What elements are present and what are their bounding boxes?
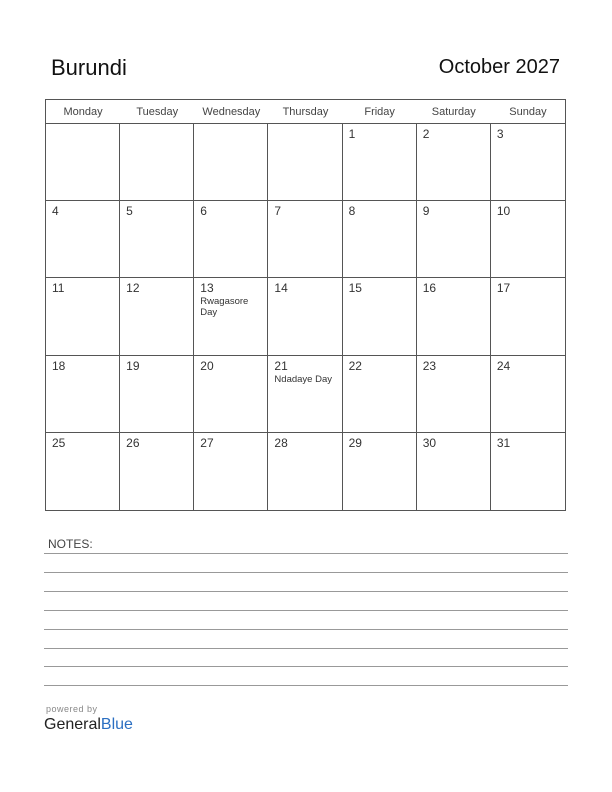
weekday-header-saturday: Saturday	[417, 100, 491, 124]
day-number: 22	[348, 358, 362, 373]
day-number: 18	[52, 358, 66, 373]
month-title: October 2027	[438, 56, 560, 78]
day-number: 11	[52, 281, 65, 296]
day-number: 17	[496, 281, 511, 296]
day-cell[interactable]	[491, 433, 565, 510]
notes-line	[44, 572, 568, 573]
day-cell[interactable]	[120, 278, 194, 355]
day-number: 6	[200, 204, 207, 219]
notes-line	[44, 591, 568, 592]
day-number: 29	[348, 435, 362, 450]
notes-label: NOTES:	[48, 537, 93, 551]
brand-blue: Blue	[100, 716, 133, 733]
day-number: 19	[126, 358, 140, 373]
day-cell[interactable]	[46, 356, 120, 433]
notes-line	[44, 685, 568, 686]
day-number: 24	[496, 358, 511, 373]
day-number: 13	[200, 281, 214, 296]
day-cell[interactable]	[343, 124, 417, 201]
day-cell[interactable]	[268, 124, 342, 201]
weekday-header-sunday: Sunday	[491, 100, 565, 124]
weekday-header-wednesday: Wednesday	[194, 100, 268, 124]
day-number: 8	[348, 204, 356, 219]
day-cell[interactable]	[343, 278, 417, 355]
day-number: 21	[274, 358, 288, 373]
day-cell[interactable]	[46, 124, 120, 201]
day-cell[interactable]	[194, 278, 268, 355]
day-cell[interactable]	[120, 201, 194, 278]
day-cell[interactable]	[343, 356, 417, 433]
day-number: 30	[422, 435, 437, 450]
brand-general: General	[44, 716, 101, 733]
day-number: 20	[200, 358, 214, 373]
day-number: 23	[422, 358, 437, 373]
day-cell[interactable]	[268, 433, 342, 510]
holiday-label: Rwagasore Day	[200, 296, 249, 319]
weekday-header-friday: Friday	[343, 100, 417, 124]
day-number: 14	[274, 281, 288, 296]
day-number: 28	[274, 435, 288, 450]
day-cell[interactable]	[417, 356, 491, 433]
day-cell[interactable]	[491, 124, 565, 201]
day-cell[interactable]	[46, 433, 120, 510]
notes-line	[44, 648, 568, 649]
weekday-header-thursday: Thursday	[268, 100, 342, 124]
day-cell[interactable]	[268, 201, 342, 278]
day-cell[interactable]	[194, 356, 268, 433]
day-cell[interactable]	[268, 356, 342, 433]
day-number: 3	[496, 127, 504, 141]
notes-line	[44, 629, 568, 630]
notes-line	[44, 666, 568, 667]
day-number: 1	[348, 127, 356, 141]
day-number: 31	[496, 435, 511, 450]
day-number: 9	[422, 204, 430, 219]
day-cell[interactable]	[491, 278, 565, 355]
notes-line	[44, 610, 568, 611]
notes-line	[44, 553, 568, 554]
day-cell[interactable]	[194, 433, 268, 510]
day-cell[interactable]	[46, 201, 120, 278]
generalblue-logo	[44, 716, 133, 734]
day-cell[interactable]	[343, 433, 417, 510]
day-number: 25	[52, 435, 66, 450]
day-cell[interactable]	[491, 356, 565, 433]
day-cell[interactable]	[417, 278, 491, 355]
day-cell[interactable]	[120, 433, 194, 510]
day-cell[interactable]	[417, 433, 491, 510]
day-number: 4	[52, 204, 59, 219]
day-cell[interactable]	[491, 201, 565, 278]
day-number: 7	[274, 204, 282, 219]
day-cell[interactable]	[46, 278, 120, 355]
day-cell[interactable]	[268, 278, 342, 355]
day-cell[interactable]	[417, 124, 491, 201]
day-number: 26	[126, 435, 140, 450]
weekday-header-tuesday: Tuesday	[120, 100, 194, 124]
day-number: 15	[348, 281, 362, 296]
day-cell[interactable]	[417, 201, 491, 278]
day-cell[interactable]	[194, 124, 268, 201]
holiday-label: Ndadaye Day	[274, 373, 332, 385]
day-cell[interactable]	[120, 356, 194, 433]
powered-by-text: powered by	[46, 704, 98, 714]
day-number: 2	[422, 127, 430, 141]
day-number: 10	[496, 204, 511, 219]
day-cell[interactable]	[120, 124, 194, 201]
day-cell[interactable]	[343, 201, 417, 278]
day-number: 16	[422, 281, 437, 296]
day-cell[interactable]	[194, 201, 268, 278]
country-title: Burundi	[51, 55, 127, 80]
day-number: 12	[126, 281, 140, 296]
weekday-header-monday: Monday	[46, 100, 120, 124]
day-number: 27	[200, 435, 214, 450]
calendar-grid	[45, 99, 566, 511]
day-number: 5	[126, 204, 133, 219]
